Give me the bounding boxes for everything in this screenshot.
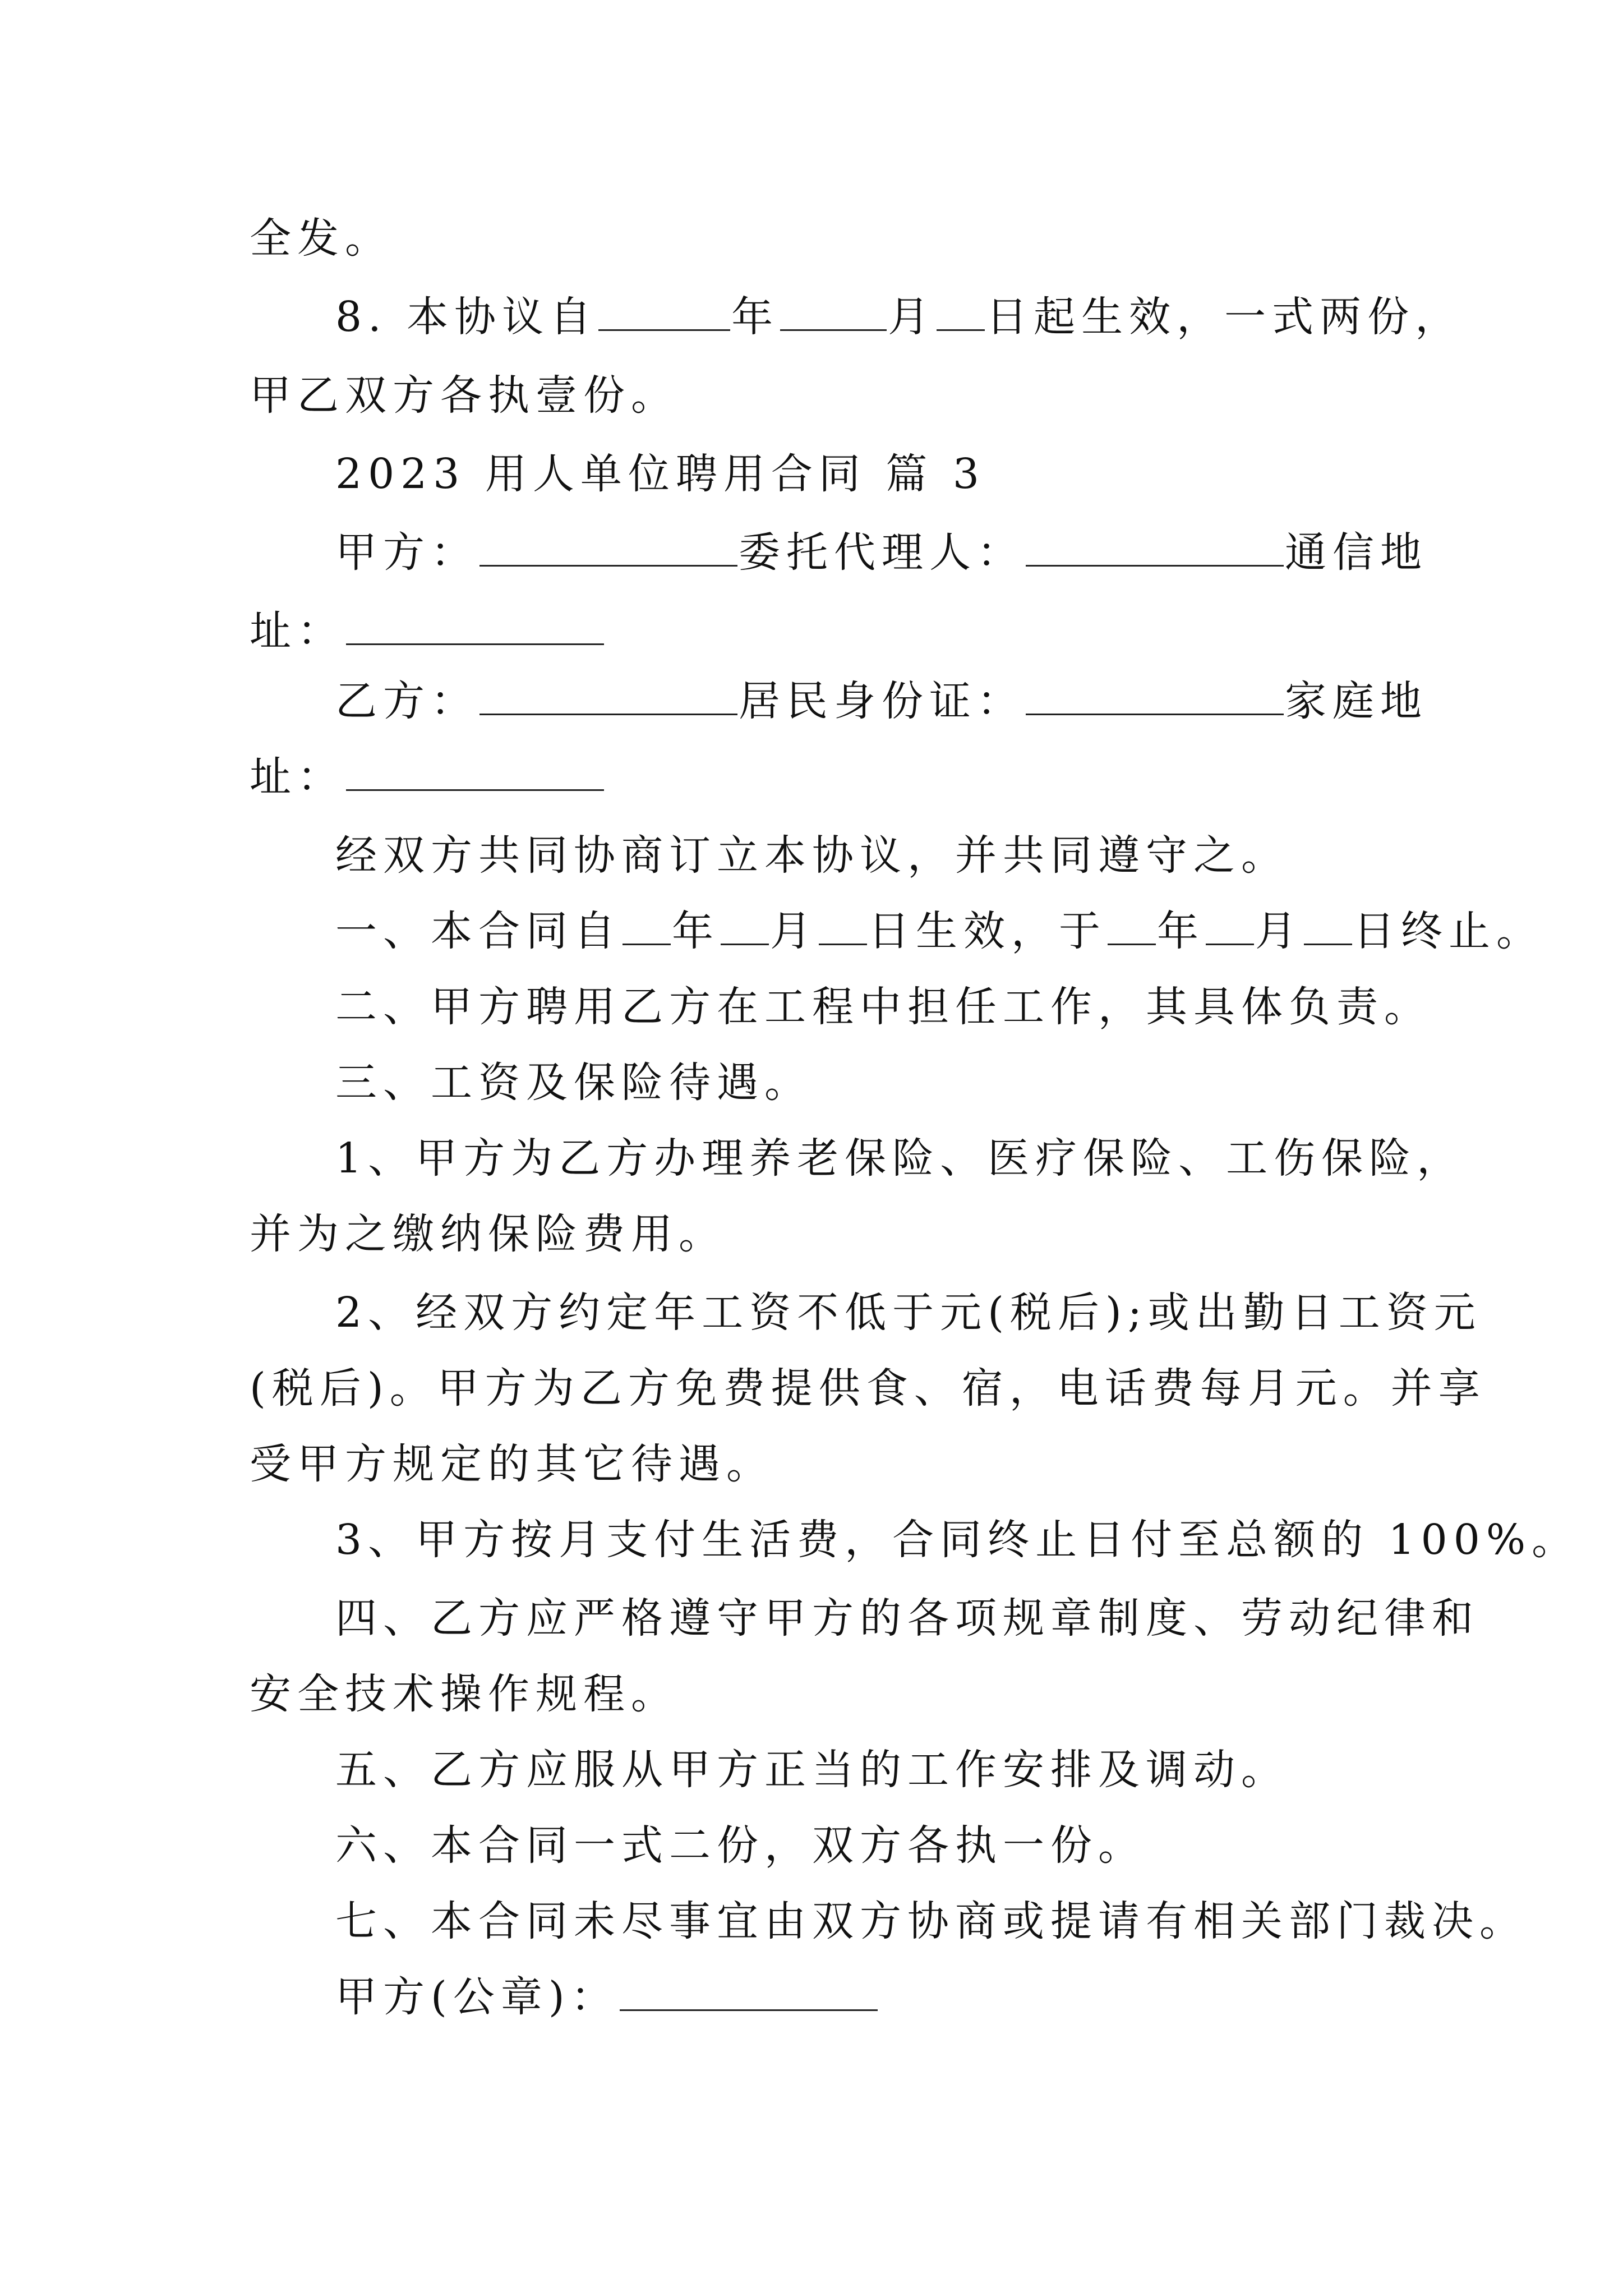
paragraph-line: 四、乙方应严格遵守甲方的各项规章制度、劳动纪律和: [335, 1594, 1479, 1642]
blank-line: [346, 610, 604, 645]
blank-line: [479, 531, 737, 567]
party-a-address-line: 址：: [250, 597, 605, 665]
paragraph-line: 二、甲方聘用乙方在工程中担任工作，其具体负责。: [335, 983, 1432, 1031]
paragraph-line: (税后)。甲方为乙方免费提供食、宿，电话费每月元。并享: [250, 1364, 1486, 1412]
paragraph-line: 六、本合同一式二份，双方各执一份。: [335, 1821, 1146, 1870]
paragraph-line: 受甲方规定的其它待遇。: [250, 1440, 774, 1488]
party-b-address-line: 址：: [250, 743, 605, 811]
blank-line: [1206, 910, 1254, 945]
paragraph-line: 七、本合同未尽事宜由双方协商或提请有相关部门裁决。: [335, 1897, 1527, 1945]
paragraph-line: 并为之缴纳保险费用。: [250, 1210, 726, 1258]
effective-date-clause: 8. 本协议自 年 月 日起生效，一式两份，: [335, 293, 1463, 341]
blank-line: [1108, 910, 1156, 945]
paragraph-line: 安全技术操作规程。: [250, 1670, 679, 1718]
signature-line: 甲方(公章)：: [335, 1963, 879, 2031]
blank-line: [819, 910, 867, 945]
party-b-line: 乙方： 居民身份证： 家庭地: [335, 677, 1428, 725]
blank-line: [598, 296, 730, 331]
blank-line: [721, 910, 769, 945]
paragraph-line: 2、经双方约定年工资不低于元(税后);或出勤日工资元: [335, 1289, 1482, 1337]
blank-line: [1304, 910, 1352, 945]
blank-line: [780, 296, 887, 331]
section-heading: 2023 用人单位聘用合同 篇 3: [335, 450, 985, 498]
blank-line: [346, 756, 604, 791]
blank-line: [623, 910, 671, 945]
blank-line: [1026, 680, 1284, 715]
paragraph-line: 甲乙双方各执壹份。: [250, 371, 679, 420]
paragraph-line: 五、乙方应服从甲方正当的工作安排及调动。: [335, 1746, 1289, 1794]
blank-line: [620, 1976, 878, 2011]
clause-term-line: 一、本合同自 年 月 日生效，于 年 月 日终止。: [335, 907, 1544, 955]
blank-line: [937, 296, 985, 331]
paragraph-line: 三、工资及保险待遇。: [335, 1059, 812, 1107]
paragraph-line: 3、甲方按月支付生活费，合同终止日付至总额的 100%。: [335, 1516, 1580, 1564]
party-a-line: 甲方： 委托代理人： 通信地: [335, 528, 1428, 577]
blank-line: [1026, 531, 1284, 567]
intro-line: 经双方共同协商订立本协议，并共同遵守之。: [335, 831, 1289, 880]
paragraph-line: 1、甲方为乙方办理养老保险、医疗保险、工伤保险，: [335, 1134, 1465, 1182]
paragraph-line: 全发。: [250, 214, 393, 263]
blank-line: [479, 680, 737, 715]
